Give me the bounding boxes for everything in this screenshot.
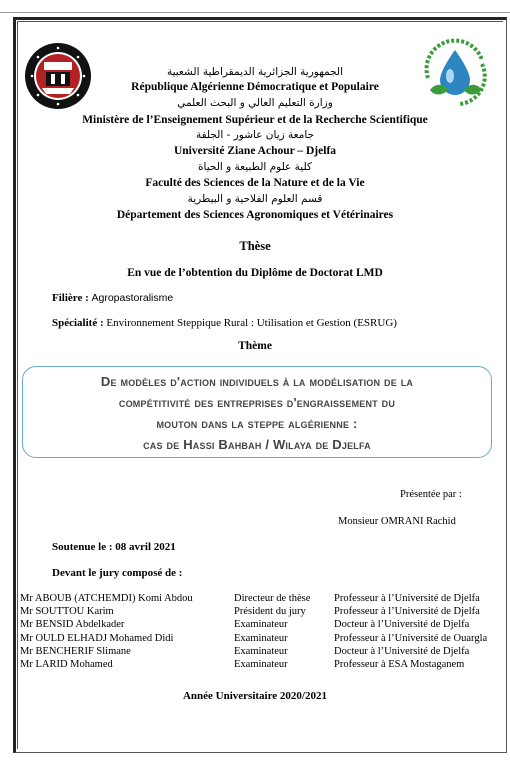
jury-member-role: Examinateur <box>234 619 288 630</box>
thesis-title-line-2: compétitivité des entreprises d'engraissement du <box>118 395 396 410</box>
jury-member-role: Examinateur <box>234 659 288 670</box>
faculty-french: Faculté des Sciences de la Nature et de la Vie <box>145 177 365 189</box>
top-rule <box>0 12 510 13</box>
ministry-arabic: وزارة التعليم العالي و البحث العلمي <box>177 97 333 109</box>
jury-member-position: Professeur à l’Université de Djelfa <box>334 606 480 617</box>
jury-member-position: Professeur à l’Université de Djelfa <box>334 593 480 604</box>
department-arabic: قسم العلوم الفلاحية و البيطرية <box>187 193 323 205</box>
jury-member-position: Docteur à l’Université de Djelfa <box>334 646 470 657</box>
theme-label: Thème <box>238 340 272 352</box>
jury-member-name: Mr ABOUB (ATCHEMDI) Komi Abdou <box>20 593 193 604</box>
presented-by: Présentée par : <box>400 489 462 500</box>
filiere-value: Agropastoralisme <box>91 292 174 304</box>
filiere-label: Filière : <box>52 292 89 304</box>
thesis-purpose: En vue de l’obtention du Diplôme de Doctorat LMD <box>127 267 383 279</box>
thesis-title-line-3: mouton dans la steppe algérienne : <box>156 416 358 431</box>
jury-member-position: Professeur à l’Université de Ouargla <box>334 633 488 644</box>
jury-member-name: Mr BENSID Abdelkader <box>20 619 125 630</box>
university-french: Université Ziane Achour – Djelfa <box>173 145 337 157</box>
faculty-arabic: كلية علوم الطبيعة و الحياة <box>198 161 312 173</box>
university-arabic: جامعة زيان عاشور - الجلفة <box>195 129 315 141</box>
jury-member-name: Mr SOUTTOU Karim <box>20 606 114 617</box>
ministry-french: Ministère de l’Enseignement Supérieur et de la Recherche Scientifique <box>82 114 428 126</box>
jury-member-position: Professeur à ESA Mostaganem <box>334 659 465 670</box>
jury-heading: Devant le jury composé de : <box>52 567 183 579</box>
jury-member-name: Mr BENCHERIF Slimane <box>20 646 131 657</box>
defense-date: Soutenue le : 08 avril 2021 <box>52 541 176 553</box>
jury-member-role: Président du jury <box>234 606 306 617</box>
thesis-title-line-1: De modèles d'action individuels à la modélisation de la <box>100 374 414 389</box>
jury-member-name: Mr LARID Mohamed <box>20 659 113 670</box>
author-name: Monsieur OMRANI Rachid <box>338 516 456 527</box>
specialite-value: Environnement Steppique Rural : Utilisation et Gestion (ESRUG) <box>106 317 397 329</box>
thesis-title-box <box>22 366 492 458</box>
jury-member-position: Docteur à l’Université de Djelfa <box>334 619 470 630</box>
jury-member-role: Examinateur <box>234 633 288 644</box>
specialite-label: Spécialité : <box>52 317 104 329</box>
department-french: Département des Sciences Agronomiques et Vétérinaires <box>116 209 394 221</box>
jury-member-role: Directeur de thèse <box>234 593 311 604</box>
filiere-line <box>52 292 173 304</box>
country-french: République Algérienne Démocratique et Populaire <box>131 81 379 93</box>
jury-member-name: Mr OULD ELHADJ Mohamed Didi <box>20 633 174 644</box>
academic-year: Année Universitaire 2020/2021 <box>182 690 327 702</box>
specialite-line <box>52 317 397 329</box>
thesis-title-line-4: cas de Hassi Bahbah / Wilaya de Djelfa <box>143 437 371 452</box>
jury-member-role: Examinateur <box>234 646 288 657</box>
thesis-type: Thèse <box>239 239 271 253</box>
country-arabic: الجمهورية الجزائرية الديمقراطية الشعبية <box>166 66 344 78</box>
